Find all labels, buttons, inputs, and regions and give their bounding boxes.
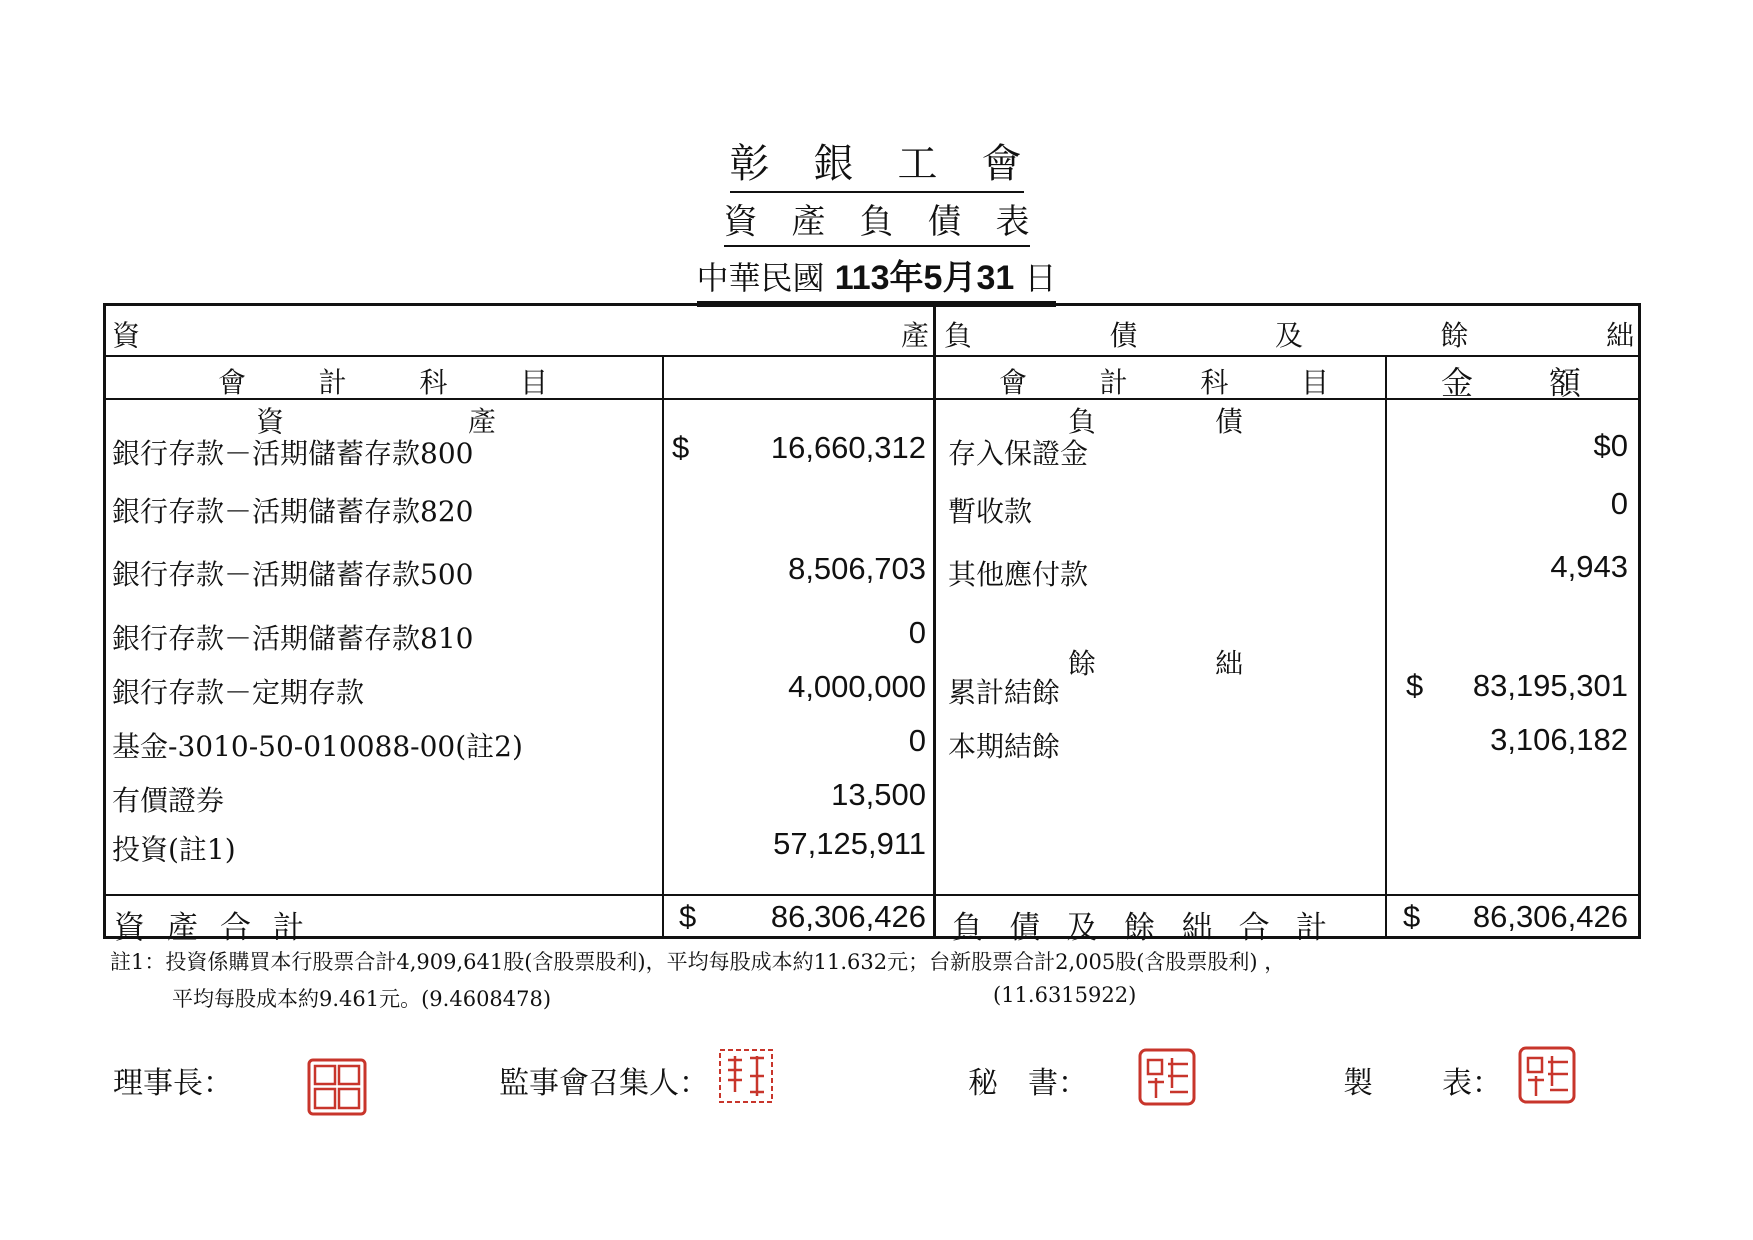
asset-account-name: 銀行存款－活期儲蓄存款810 bbox=[112, 622, 474, 655]
chairman-seal bbox=[307, 1058, 367, 1116]
asset-amount: 0 bbox=[908, 723, 926, 758]
preparer-label-part-2: 表： bbox=[1442, 1066, 1502, 1101]
supervisor-seal bbox=[718, 1048, 774, 1104]
asset-amount: 4,000,000 bbox=[788, 669, 926, 704]
asset-total-label: 資 產 合 計 bbox=[114, 910, 304, 946]
liability-account-name: 其他應付款 bbox=[948, 558, 1089, 591]
secretary-label: 秘 書： bbox=[968, 1066, 1088, 1101]
asset-account-name: 銀行存款－活期儲蓄存款820 bbox=[112, 495, 474, 528]
asset-account-name: 銀行存款－定期存款 bbox=[112, 676, 365, 709]
chairman-label: 理事長： bbox=[113, 1066, 233, 1101]
surplus-amount: 3,106,182 bbox=[1490, 722, 1628, 757]
liability-account-name: 暫收款 bbox=[948, 495, 1033, 528]
liability-account-name: 存入保證金 bbox=[948, 437, 1089, 470]
footnote-extra-value: (11.6315922) bbox=[993, 983, 1137, 1007]
liabilities-section-heading: 負 債 bbox=[1068, 405, 1243, 438]
liability-total-dollar-sign: $ bbox=[1403, 899, 1421, 934]
assets-header-left: 資 bbox=[112, 319, 141, 352]
org-title: 彰 銀 工 會 bbox=[0, 132, 1753, 193]
asset-dollar-sign: $ bbox=[672, 430, 690, 465]
column-divider bbox=[662, 355, 664, 936]
liability-amount: $0 bbox=[1593, 428, 1628, 463]
balance-sheet-table bbox=[103, 303, 1641, 946]
amount-header: 金 額 bbox=[1441, 364, 1581, 402]
asset-account-name: 銀行存款－活期儲蓄存款800 bbox=[112, 437, 474, 470]
asset-amount: 16,660,312 bbox=[770, 430, 926, 465]
liability-equity-total-label: 負 債 及 餘 絀 合 計 bbox=[952, 910, 1327, 946]
assets-header-right: 產 bbox=[901, 319, 930, 352]
surplus-amount: 83,195,301 bbox=[1472, 668, 1628, 703]
liability-amount: 4,943 bbox=[1550, 549, 1628, 584]
surplus-account-name: 本期結餘 bbox=[948, 730, 1061, 763]
asset-account-name: 投資(註1) bbox=[112, 833, 236, 866]
asset-account-name: 銀行存款－活期儲蓄存款500 bbox=[112, 558, 474, 591]
asset-amount: 57,125,911 bbox=[773, 826, 926, 861]
asset-total-amount: 86,306,426 bbox=[770, 899, 926, 934]
preparer-label-part-1: 製 bbox=[1343, 1066, 1373, 1101]
footnote-line-1: 註1：投資係購買本行股票合計4,909,641股(含股票股利)，平均每股成本約11.632元；台新股票合計2,005股(含股票股利) ， bbox=[110, 950, 1286, 974]
surplus-section-heading: 餘 絀 bbox=[1068, 647, 1243, 680]
row-divider bbox=[106, 355, 1638, 357]
asset-amount: 13,500 bbox=[831, 777, 926, 812]
asset-subject-header: 會 計 科 目 bbox=[218, 366, 548, 399]
center-divider bbox=[933, 306, 936, 936]
liability-equity-total-amount: 86,306,426 bbox=[1472, 899, 1628, 934]
row-divider bbox=[106, 894, 1638, 896]
liabilities-equity-header: 負 債 及 餘 絀 bbox=[944, 319, 1634, 352]
asset-amount: 0 bbox=[908, 615, 926, 650]
asset-account-name: 有價證券 bbox=[112, 784, 225, 817]
asset-total-dollar-sign: $ bbox=[679, 899, 697, 934]
report-date: 中華民國 113年5月31 日 bbox=[0, 250, 1753, 307]
preparer-seal bbox=[1518, 1046, 1576, 1104]
liability-subject-header: 會 計 科 目 bbox=[999, 366, 1329, 399]
surplus-account-name: 累計結餘 bbox=[948, 676, 1061, 709]
asset-amount: 8,506,703 bbox=[788, 551, 926, 586]
footnote-line-2: 平均每股成本約9.461元。(9.4608478) bbox=[172, 987, 552, 1011]
column-divider bbox=[1385, 355, 1387, 936]
secretary-seal bbox=[1138, 1048, 1196, 1106]
assets-section-heading: 資 產 bbox=[256, 405, 496, 438]
liability-amount: 0 bbox=[1610, 486, 1628, 521]
report-title: 資 產 負 債 表 bbox=[0, 194, 1753, 247]
supervisor-convener-label: 監事會召集人： bbox=[499, 1066, 709, 1101]
asset-account-name: 基金-3010-50-010088-00(註2) bbox=[112, 730, 523, 763]
surplus-dollar-sign: $ bbox=[1406, 668, 1424, 703]
